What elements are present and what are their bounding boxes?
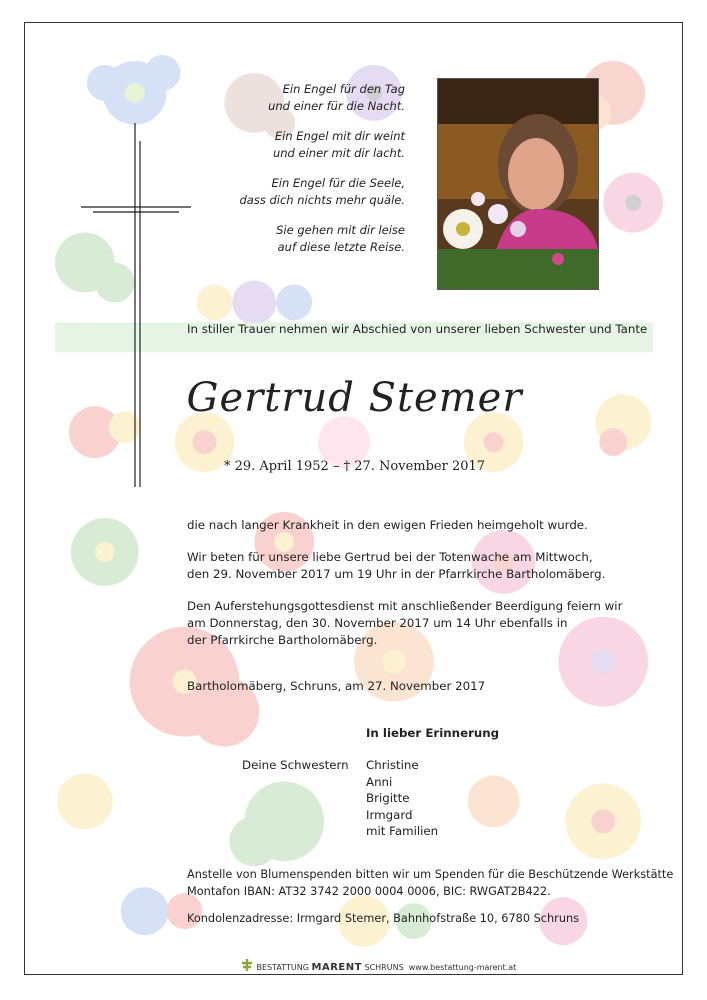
obituary-card bbox=[24, 22, 683, 975]
cross-icon bbox=[77, 123, 193, 493]
donation-line: Montafon IBAN: AT32 3742 2000 0004 0006, BIC: RWGAT2B422. bbox=[187, 885, 551, 898]
wake-text-line: den 29. November 2017 um 19 Uhr in der Pfarrkirche Bartholomäberg. bbox=[187, 567, 606, 581]
mourner-name: Christine bbox=[366, 758, 419, 772]
poem bbox=[185, 81, 405, 269]
footer-prefix: BESTATTUNG bbox=[256, 963, 309, 972]
wake-text-line: Wir beten für unsere liebe Gertrud bei der Totenwache am Mittwoch, bbox=[187, 550, 593, 564]
place-date: Bartholomäberg, Schruns, am 27. November 2017 bbox=[187, 679, 486, 693]
intro-text: In stiller Trauer nehmen wir Abschied von unserer lieben Schwester und Tante bbox=[187, 322, 648, 336]
funeral-home-footer bbox=[240, 958, 516, 973]
footer-brand: MARENT bbox=[311, 962, 362, 973]
deceased-name: Gertrud Stemer bbox=[186, 375, 523, 421]
poem-stanza: Ein Engel für den Tag und einer für die Nacht. bbox=[268, 82, 405, 113]
body-paragraph-1: die nach langer Krankheit in den ewigen Frieden heimgeholt wurde. bbox=[187, 518, 588, 532]
donation-line: Anstelle von Blumenspenden bitten wir um Spenden für die Beschützende Werkstätte bbox=[187, 868, 674, 881]
memory-heading: In lieber Erinnerung bbox=[366, 726, 500, 740]
portrait-photo bbox=[437, 78, 599, 290]
mourner-name: Anni bbox=[366, 774, 393, 789]
mourner-name: mit Familien bbox=[366, 824, 439, 838]
footer-url[interactable]: www.bestattung-marent.at bbox=[408, 963, 517, 972]
poem-stanza: Ein Engel mit dir weint und einer mit dir lacht. bbox=[272, 129, 405, 160]
funeral-text-line: am Donnerstag, den 30. November 2017 um 14 Uhr ebenfalls in bbox=[187, 616, 568, 630]
funeral-text-line: Den Auferstehungsgottesdienst mit anschließender Beerdigung feiern wir bbox=[187, 599, 623, 613]
life-dates: * 29. April 1952 – † 27. November 2017 bbox=[223, 459, 486, 474]
funeral-text-line: der Pfarrkirche Bartholomäberg. bbox=[187, 633, 378, 647]
condolence-address: Kondolenzadresse: Irmgard Stemer, Bahnhofstraße 10, 6780 Schruns bbox=[187, 912, 580, 925]
mourner-name: Irmgard bbox=[366, 807, 413, 822]
poem-stanza: Ein Engel für die Seele, dass dich nichts mehr quäle. bbox=[239, 176, 405, 207]
footer-town: SCHRUNS bbox=[364, 963, 404, 972]
mourner-list bbox=[366, 757, 438, 840]
poem-stanza: Sie gehen mit dir leise auf diese letzte Reise. bbox=[276, 223, 405, 254]
group-label: Deine Schwestern bbox=[242, 758, 349, 772]
mourner-name: Brigitte bbox=[366, 791, 410, 805]
leaf-logo-icon bbox=[240, 958, 254, 972]
